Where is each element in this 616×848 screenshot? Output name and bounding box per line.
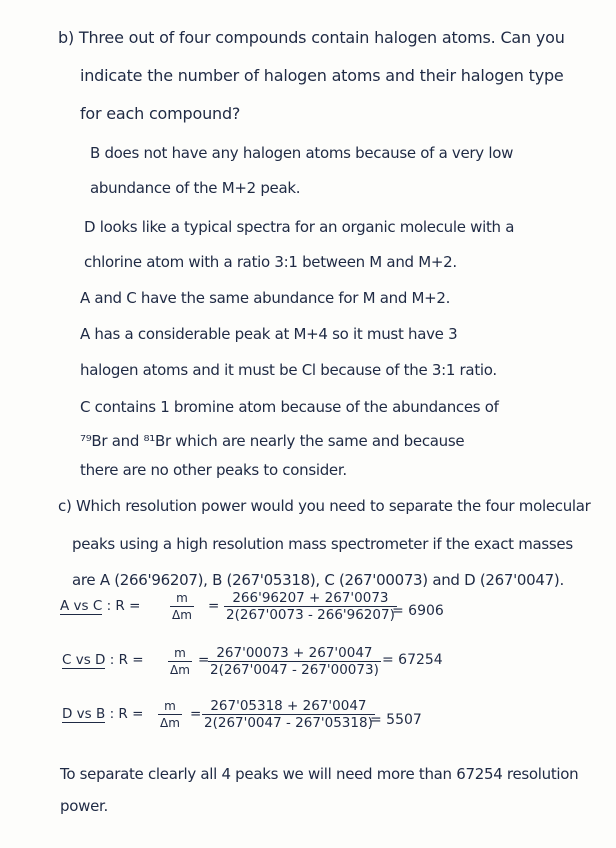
calc-cd-numerator: 267'00073 + 267'0047 <box>208 645 381 662</box>
part-b-answer-line-1: B does not have any halogen atoms because of a very low <box>90 144 514 162</box>
calc-ac-formula: R = <box>115 598 141 614</box>
calc-cd-fraction <box>208 645 381 678</box>
part-b-answer-line-9: ⁷⁹Br and ⁸¹Br which are nearly the same and because <box>80 432 465 450</box>
calc-db-ratio-den: Δm <box>160 716 180 730</box>
calc-db-denominator: 2(267'0047 - 267'05318) <box>204 715 373 731</box>
calc-ac-ratio <box>170 590 194 623</box>
part-b-answer-line-3: D looks like a typical spectra for an organic molecule with a <box>84 218 515 236</box>
calc-cd-ratio-num: m <box>168 645 192 662</box>
calc-ac-equals: = <box>208 598 220 614</box>
calc-cd-formula: R = <box>118 652 144 668</box>
calc-ac-label: A vs C <box>60 598 103 614</box>
calc-db-label: D vs B <box>62 706 106 722</box>
calc-ac-ratio-den: Δm <box>172 608 192 622</box>
part-b-answer-line-4: chlorine atom with a ratio 3:1 between M and M+2. <box>84 253 457 271</box>
calc-db-fraction <box>202 698 375 731</box>
part-b-question-line-2: indicate the number of halogen atoms and their halogen type <box>80 66 564 85</box>
calc-ac-fraction <box>224 590 397 623</box>
calc-cd-denominator: 2(267'0047 - 267'00073) <box>210 662 379 678</box>
part-c-question-line-2: peaks using a high resolution mass spectrometer if the exact masses <box>72 535 573 553</box>
calc-cd-result: = 67254 <box>382 652 443 668</box>
calc-ac-ratio-num: m <box>170 590 194 607</box>
part-b-answer-line-2: abundance of the M+2 peak. <box>90 179 301 197</box>
calc-cd-label: C vs D <box>62 652 106 668</box>
calc-cd-ratio <box>168 645 192 678</box>
calc-ac-numerator: 266'96207 + 267'0073 <box>224 590 397 607</box>
calc-db-equals: = <box>190 706 202 722</box>
calc-db-ratio-num: m <box>158 698 182 715</box>
calc-db-formula: R = <box>118 706 144 722</box>
part-b-answer-line-6: A has a considerable peak at M+4 so it must have 3 <box>80 325 458 343</box>
conclusion-line-1: To separate clearly all 4 peaks we will need more than 67254 resolution <box>60 765 579 783</box>
part-b-question-line-1: b) Three out of four compounds contain halogen atoms. Can you <box>58 28 565 47</box>
calc-ac-block: A vs C : R = <box>60 598 141 614</box>
calc-cd-block: C vs D : R = <box>62 652 144 668</box>
calc-db-ratio <box>158 698 182 731</box>
calc-ac-denominator: 2(267'0073 - 266'96207) <box>226 607 395 623</box>
part-b-answer-line-7: halogen atoms and it must be Cl because of the 3:1 ratio. <box>80 361 497 379</box>
calc-db-block: D vs B : R = <box>62 706 144 722</box>
part-b-answer-line-5: A and C have the same abundance for M and M+2. <box>80 289 451 307</box>
part-b-answer-line-10: there are no other peaks to consider. <box>80 461 347 479</box>
conclusion-line-2: power. <box>60 797 108 815</box>
calc-ac-result: = 6906 <box>392 603 444 619</box>
calc-cd-ratio-den: Δm <box>170 663 190 677</box>
calc-db-numerator: 267'05318 + 267'0047 <box>202 698 375 715</box>
calc-db-result: = 5507 <box>370 712 422 728</box>
part-c-question-line-3: are A (266'96207), B (267'05318), C (267'00073) and D (267'0047). <box>72 571 564 589</box>
part-b-question-line-3: for each compound? <box>80 104 241 123</box>
part-c-question-line-1: c) Which resolution power would you need to separate the four molecular <box>58 497 591 515</box>
calc-cd-equals: = <box>198 652 210 668</box>
part-b-answer-line-8: C contains 1 bromine atom because of the abundances of <box>80 398 499 416</box>
